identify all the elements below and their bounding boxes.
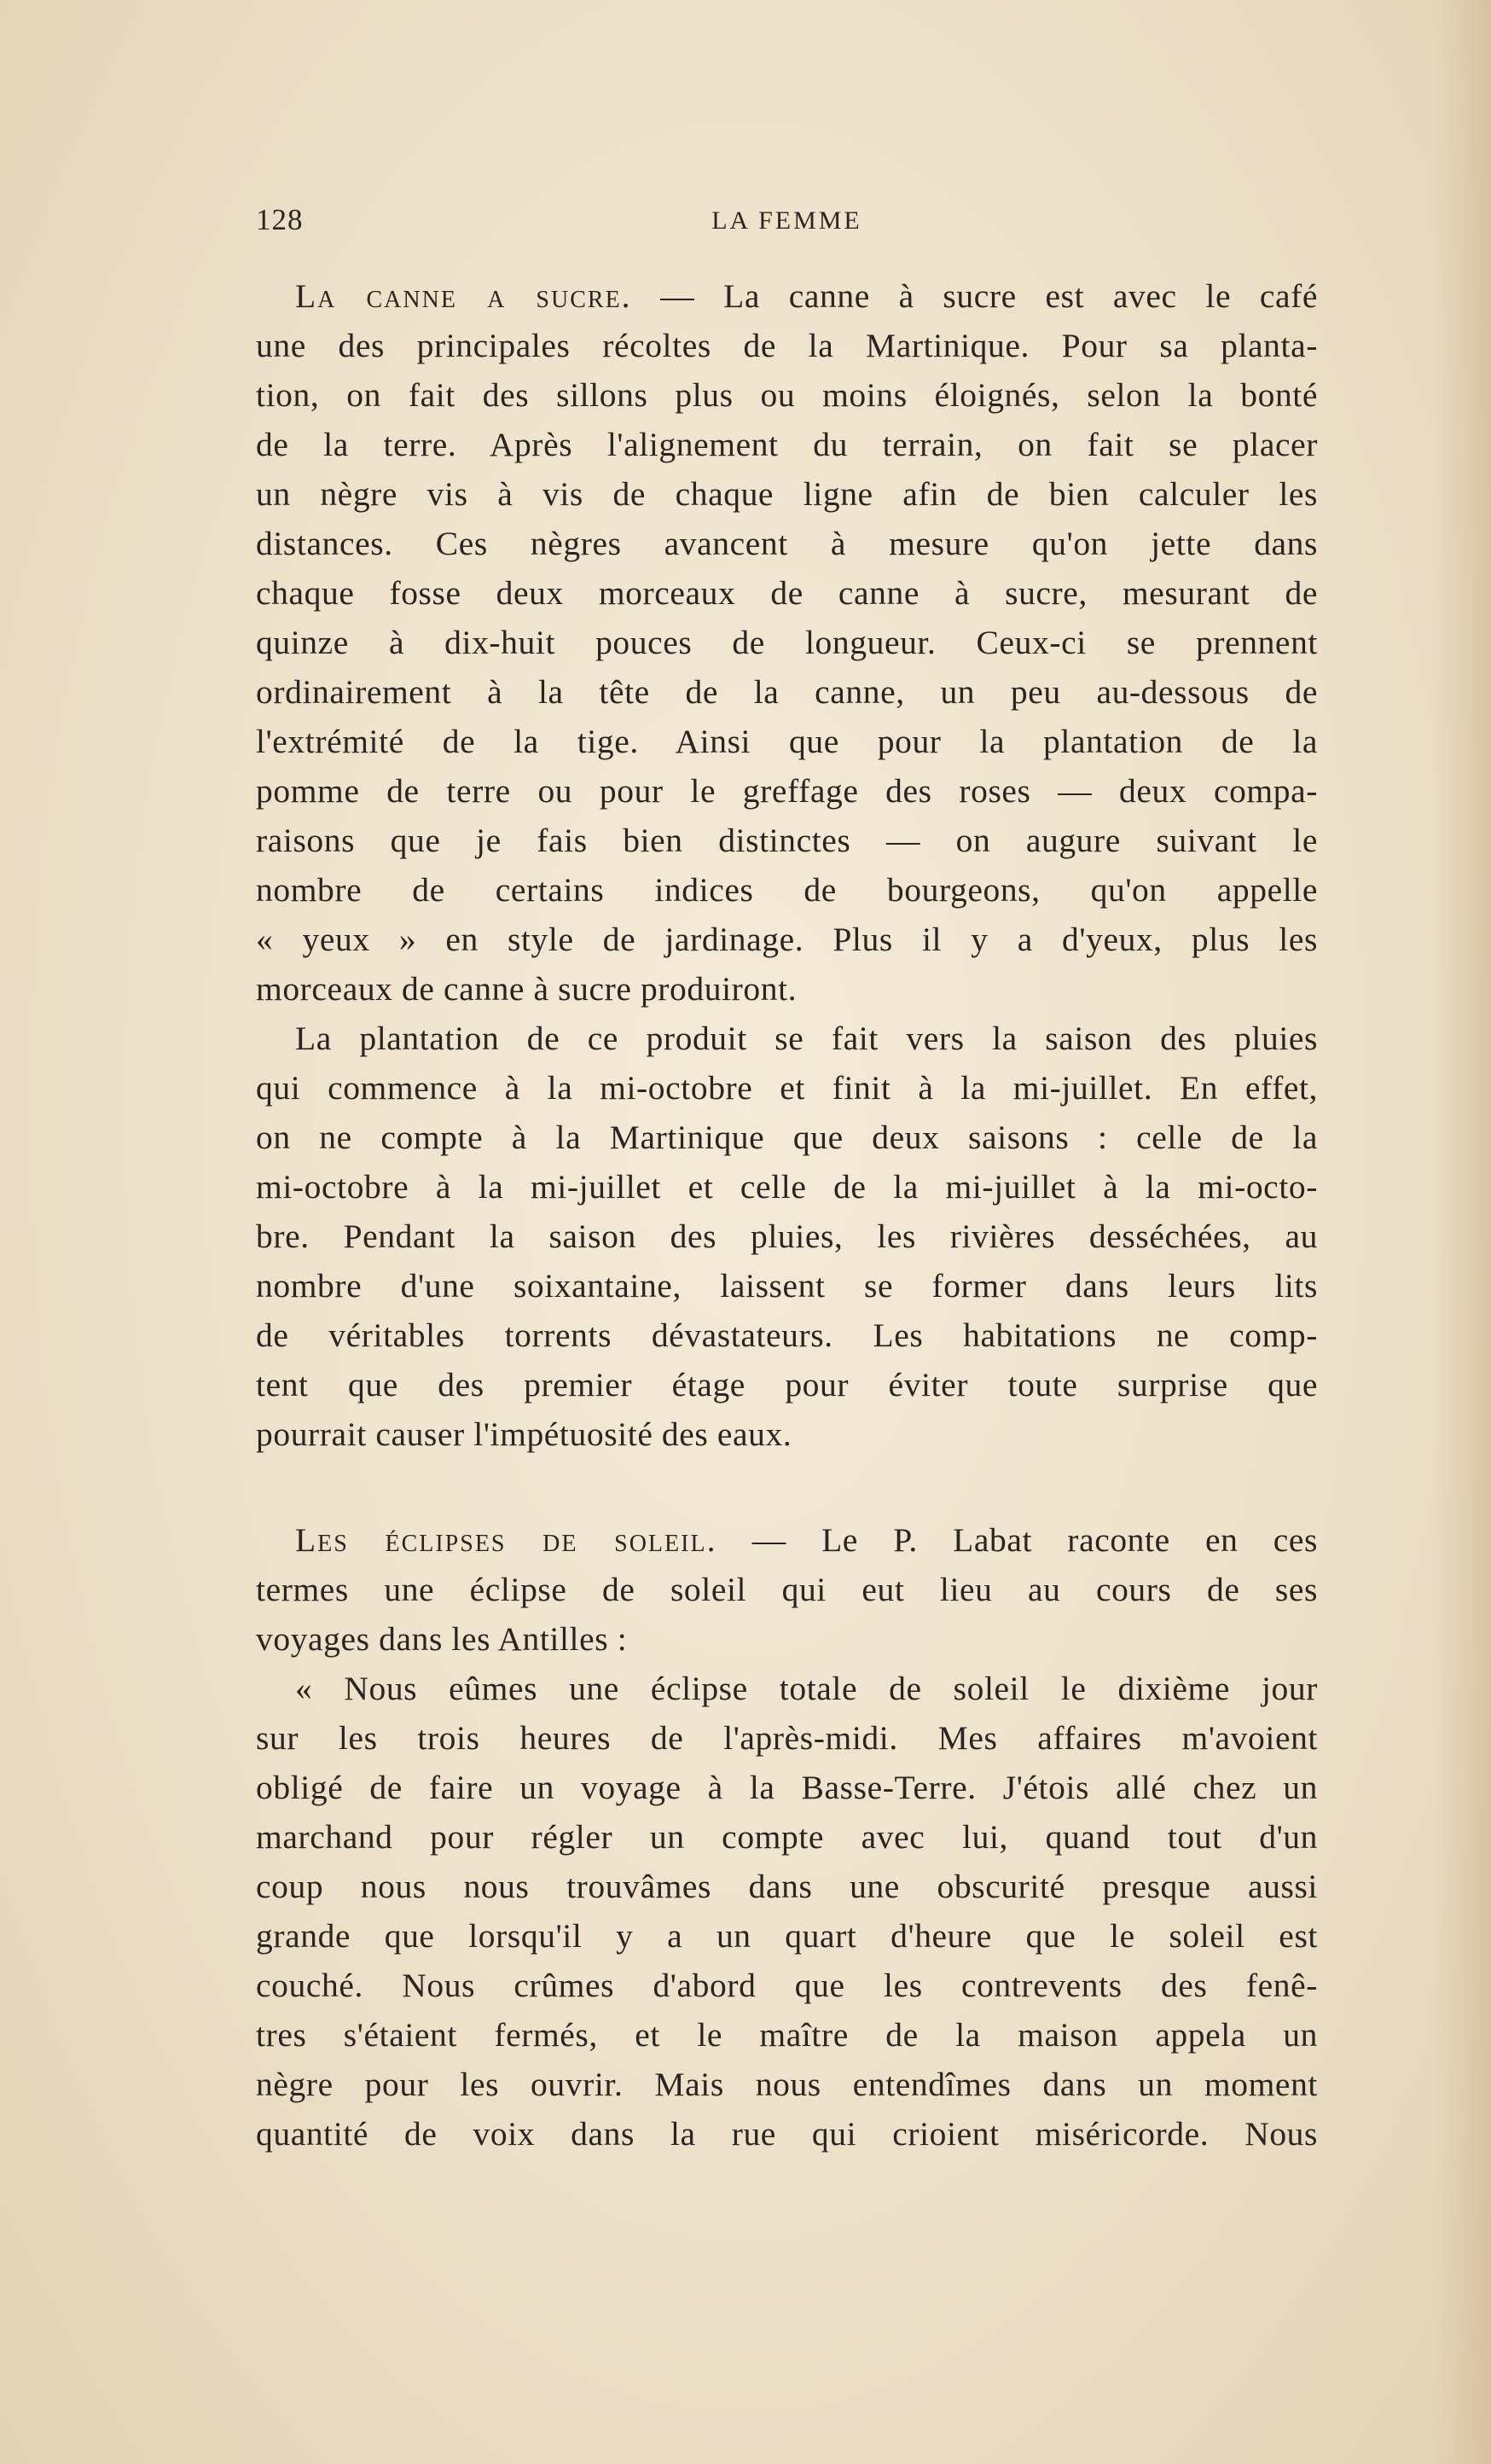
text-line: nègre pour les ouvrir. Mais nous entendîmes dans un moment xyxy=(256,2066,1318,2103)
text-line: de véritables torrents dévastateurs. Les habitations ne comp- xyxy=(256,1316,1318,1354)
text-line: quantité de voix dans la rue qui crioient miséricorde. Nous xyxy=(256,2115,1318,2153)
text-line: l'extrémité de la tige. Ainsi que pour la plantation de la xyxy=(256,723,1318,760)
text-line: voyages dans les Antilles : xyxy=(256,1620,628,1658)
text-line: — La canne à sucre est avec le café xyxy=(660,277,1318,315)
text-line: coup nous nous trouvâmes dans une obscurité presque aussi xyxy=(256,1868,1318,1905)
text-line: mi-octobre à la mi-juillet et celle de la mi-juillet à la mi-octo- xyxy=(256,1168,1318,1206)
text-line: pomme de terre ou pour le greffage des roses — deux compa- xyxy=(256,772,1318,810)
text-line: La plantation de ce produit se fait vers la saison des pluies xyxy=(295,1020,1318,1057)
text-line: « yeux » en style de jardinage. Plus il y a d'yeux, plus les xyxy=(256,921,1318,958)
text-line: tres s'étaient fermés, et le maître de la maison appela un xyxy=(256,2016,1318,2054)
text-line: un nègre vis à vis de chaque ligne afin de bien calculer les xyxy=(256,475,1318,513)
text-line: ordinairement à la tête de la canne, un peu au-dessous de xyxy=(256,673,1318,711)
text-line: distances. Ces nègres avancent à mesure qu'on jette dans xyxy=(256,525,1318,562)
text-line: « Nous eûmes une éclipse totale de soleil le dixième jour xyxy=(295,1670,1318,1707)
running-header xyxy=(256,203,1318,246)
section-heading-line xyxy=(256,1515,1318,1565)
text-line: chaque fosse deux morceaux de canne à sucre, mesurant de xyxy=(256,574,1318,612)
page-number: 128 xyxy=(256,203,304,236)
text-line: morceaux de canne à sucre produiront. xyxy=(256,970,798,1008)
text-line: nombre de certains indices de bourgeons, qu'on appelle xyxy=(256,871,1318,909)
text-line: sur les trois heures de l'après-midi. Mes affaires m'avoient xyxy=(256,1719,1318,1757)
text-line: marchand pour régler un compte avec lui, quand tout d'un xyxy=(256,1818,1318,1856)
text-line: qui commence à la mi-octobre et finit à la mi-juillet. En effet, xyxy=(256,1069,1318,1107)
section-heading: La canne a sucre. xyxy=(295,277,632,315)
text-line: quinze à dix-huit pouces de longueur. Ceux-ci se prennent xyxy=(256,624,1318,661)
section-heading: Les éclipses de soleil. xyxy=(295,1521,717,1559)
text-line: couché. Nous crûmes d'abord que les contrevents des fenê- xyxy=(256,1967,1318,2004)
text-line: on ne compte à la Martinique que deux saisons : celle de la xyxy=(256,1119,1318,1156)
text-line: — Le P. Labat raconte en ces xyxy=(751,1521,1318,1559)
text-line: grande que lorsqu'il y a un quart d'heure que le soleil est xyxy=(256,1917,1318,1955)
body-text xyxy=(256,271,1318,2159)
page-edge-shadow xyxy=(1431,0,1491,2464)
text-line: termes une éclipse de soleil qui eut lieu au cours de ses xyxy=(256,1571,1318,1608)
section-spacer xyxy=(256,1459,1318,1515)
text-line: raisons que je fais bien distinctes — on augure suivant le xyxy=(256,822,1318,859)
text-line: une des principales récoltes de la Martinique. Pour sa planta- xyxy=(256,327,1318,364)
text-line: bre. Pendant la saison des pluies, les rivières desséchées, au xyxy=(256,1217,1318,1255)
text-line: nombre d'une soixantaine, laissent se former dans leurs lits xyxy=(256,1267,1318,1305)
text-line: obligé de faire un voyage à la Basse-Terre. J'étois allé chez un xyxy=(256,1769,1318,1806)
text-line: pourrait causer l'impétuosité des eaux. xyxy=(256,1415,792,1453)
text-line: tion, on fait des sillons plus ou moins éloignés, selon la bonté xyxy=(256,376,1318,414)
section-heading-line xyxy=(256,271,1318,321)
text-line: tent que des premier étage pour éviter toute surprise que xyxy=(256,1366,1318,1403)
text-line: de la terre. Après l'alignement du terrain, on fait se placer xyxy=(256,426,1318,463)
running-title: LA FEMME xyxy=(711,206,862,235)
